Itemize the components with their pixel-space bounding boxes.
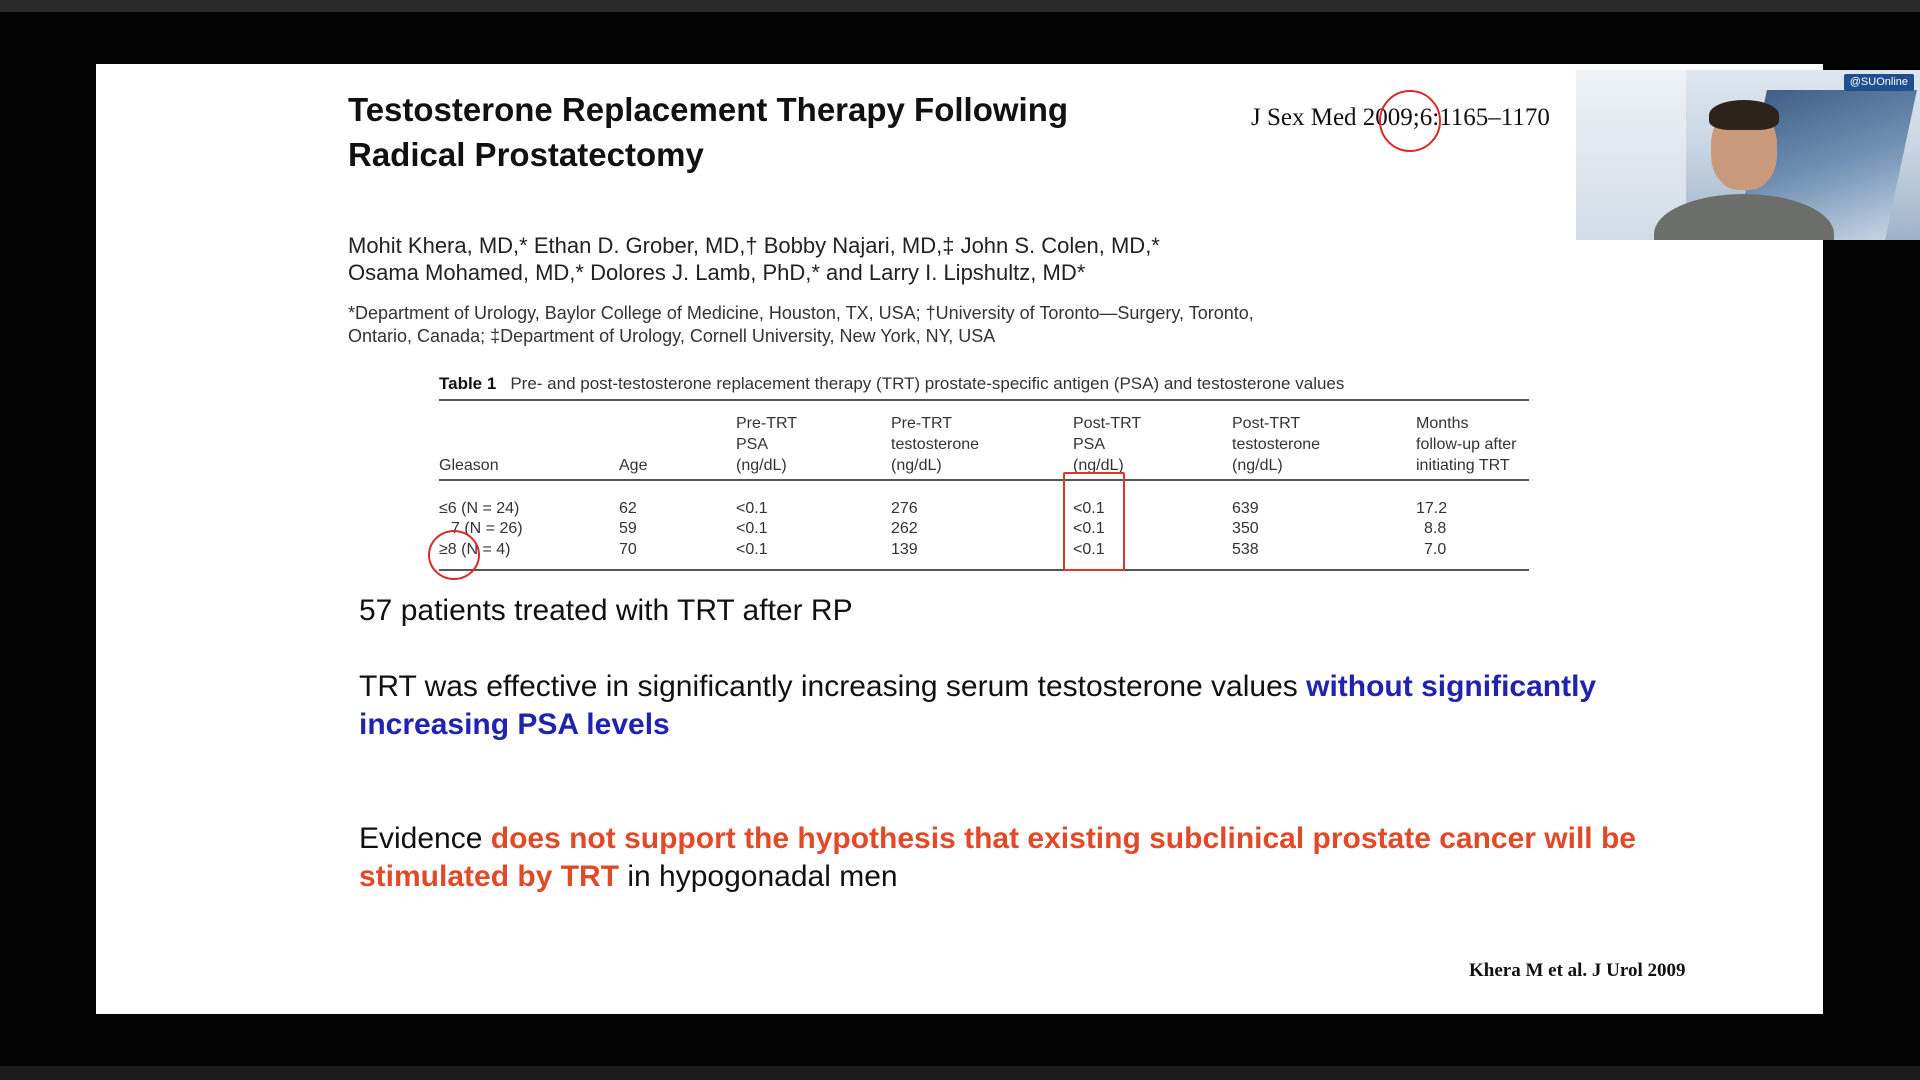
affiliations <box>348 302 1448 348</box>
header-text: testosterone <box>1232 436 1321 453</box>
point-effect <box>359 668 1659 744</box>
results-table <box>439 369 1529 629</box>
table-cell: 62 <box>619 500 637 517</box>
journal-citation: J Sex Med 2009;6:1165–1170 <box>1251 104 1550 131</box>
table-caption-text: Pre- and post-testosterone replacement therapy (TRT) prostate-specific antigen (PSA) and testosterone values <box>510 374 1345 393</box>
table-cell: <0.1 <box>736 520 768 537</box>
table-header-followup <box>1416 413 1517 476</box>
table-caption-label: Table 1 <box>439 374 497 393</box>
table-cell: <0.1 <box>1073 520 1105 537</box>
table-cell: <0.1 <box>736 500 768 517</box>
table-cell: <0.1 <box>736 541 768 558</box>
table-cell: 350 <box>1232 520 1259 537</box>
table-header-post-psa <box>1073 413 1141 476</box>
table-cell: 262 <box>891 520 918 537</box>
slide-title <box>348 87 1148 177</box>
table-cell: 59 <box>619 520 637 537</box>
table-rule-top <box>439 399 1529 401</box>
point-evidence <box>359 820 1659 896</box>
header-text: Pre-TRT <box>891 415 953 432</box>
table-cell: 538 <box>1232 541 1259 558</box>
table-cell: 17.2 <box>1416 500 1448 517</box>
header-text: PSA <box>1073 436 1106 453</box>
table-cell: 8.8 <box>1424 520 1447 537</box>
table-header-pre-psa <box>736 413 797 476</box>
table-cell: 7 (N = 26) <box>451 520 523 537</box>
header-text: (ng/dL) <box>736 457 787 474</box>
table-cell: 276 <box>891 500 918 517</box>
table-cell: ≤6 (N = 24) <box>439 500 520 517</box>
affiliation-line: *Department of Urology, Baylor College of Medicine, Houston, TX, USA; †University of Toronto—Surgery, Toronto, <box>348 303 1254 323</box>
header-text: Gleason <box>439 457 499 474</box>
header-text: testosterone <box>891 436 980 453</box>
presentation-slide <box>96 64 1823 1014</box>
table-header-age <box>619 455 647 476</box>
annotation-circle-gleason <box>428 530 480 580</box>
affiliation-line: Ontario, Canada; ‡Department of Urology, Cornell University, New York, NY, USA <box>348 326 996 346</box>
table-cell: 139 <box>891 541 918 558</box>
table-header-gleason <box>439 455 499 476</box>
top-bar <box>0 0 1920 12</box>
webcam-video-tile[interactable] <box>1576 70 1920 240</box>
authors <box>348 232 1448 286</box>
bottom-bar <box>0 1066 1920 1080</box>
header-text: initiating TRT <box>1416 457 1510 474</box>
header-text: Age <box>619 457 648 474</box>
header-text: follow-up after <box>1416 436 1517 453</box>
point-patients <box>359 592 1659 630</box>
webcam-badge: @SUOnline <box>1844 74 1914 91</box>
point-evidence-lead: Evidence <box>359 822 491 855</box>
authors-line: Osama Mohamed, MD,* Dolores J. Lamb, PhD,* and Larry I. Lipshultz, MD* <box>348 260 1086 285</box>
table-rule-bottom <box>439 569 1529 571</box>
table-cell: ≥8 (N = 4) <box>439 541 511 558</box>
presenter-video <box>1654 96 1834 240</box>
annotation-box-post-psa <box>1063 472 1125 571</box>
header-text: Post-TRT <box>1232 415 1301 432</box>
presenter-hair <box>1709 100 1779 130</box>
point-effect-text: TRT was effective in significantly increasing serum testosterone values <box>359 670 1307 703</box>
authors-line: Mohit Khera, MD,* Ethan D. Grober, MD,† Bobby Najari, MD,‡ John S. Colen, MD,* <box>348 233 1160 258</box>
table-cell: 70 <box>619 541 637 558</box>
header-text: Pre-TRT <box>736 415 798 432</box>
presenter-shirt <box>1654 194 1834 240</box>
point-effect-highlight: without significantly increasing PSA levels <box>359 670 1597 741</box>
table-header-post-testosterone <box>1232 413 1320 476</box>
table-rule-header <box>439 479 1529 481</box>
header-text: (ng/dL) <box>1073 457 1124 474</box>
header-text: (ng/dL) <box>1232 457 1283 474</box>
slide-title-line: Radical Prostatectomy <box>348 136 704 173</box>
header-text: (ng/dL) <box>891 457 942 474</box>
table-caption <box>439 374 1344 394</box>
table-cell: 639 <box>1232 500 1259 517</box>
annotation-circle-year <box>1379 90 1441 152</box>
slide-title-line: Testosterone Replacement Therapy Following <box>348 91 1069 128</box>
header-text: PSA <box>736 436 769 453</box>
header-text: Post-TRT <box>1073 415 1142 432</box>
table-header-pre-testosterone <box>891 413 979 476</box>
point-evidence-tail: in hypogonadal men <box>619 860 898 893</box>
point-patients-text: 57 patients treated with TRT after RP <box>359 594 853 627</box>
slide-reference: Khera M et al. J Urol 2009 <box>1469 960 1686 981</box>
point-evidence-highlight: does not support the hypothesis that existing subclinical prostate cancer will be stimulated by TRT <box>359 822 1636 893</box>
table-cell: 7.0 <box>1424 541 1447 558</box>
table-cell: <0.1 <box>1073 541 1105 558</box>
table-cell: <0.1 <box>1073 500 1105 517</box>
header-text: Months <box>1416 415 1469 432</box>
